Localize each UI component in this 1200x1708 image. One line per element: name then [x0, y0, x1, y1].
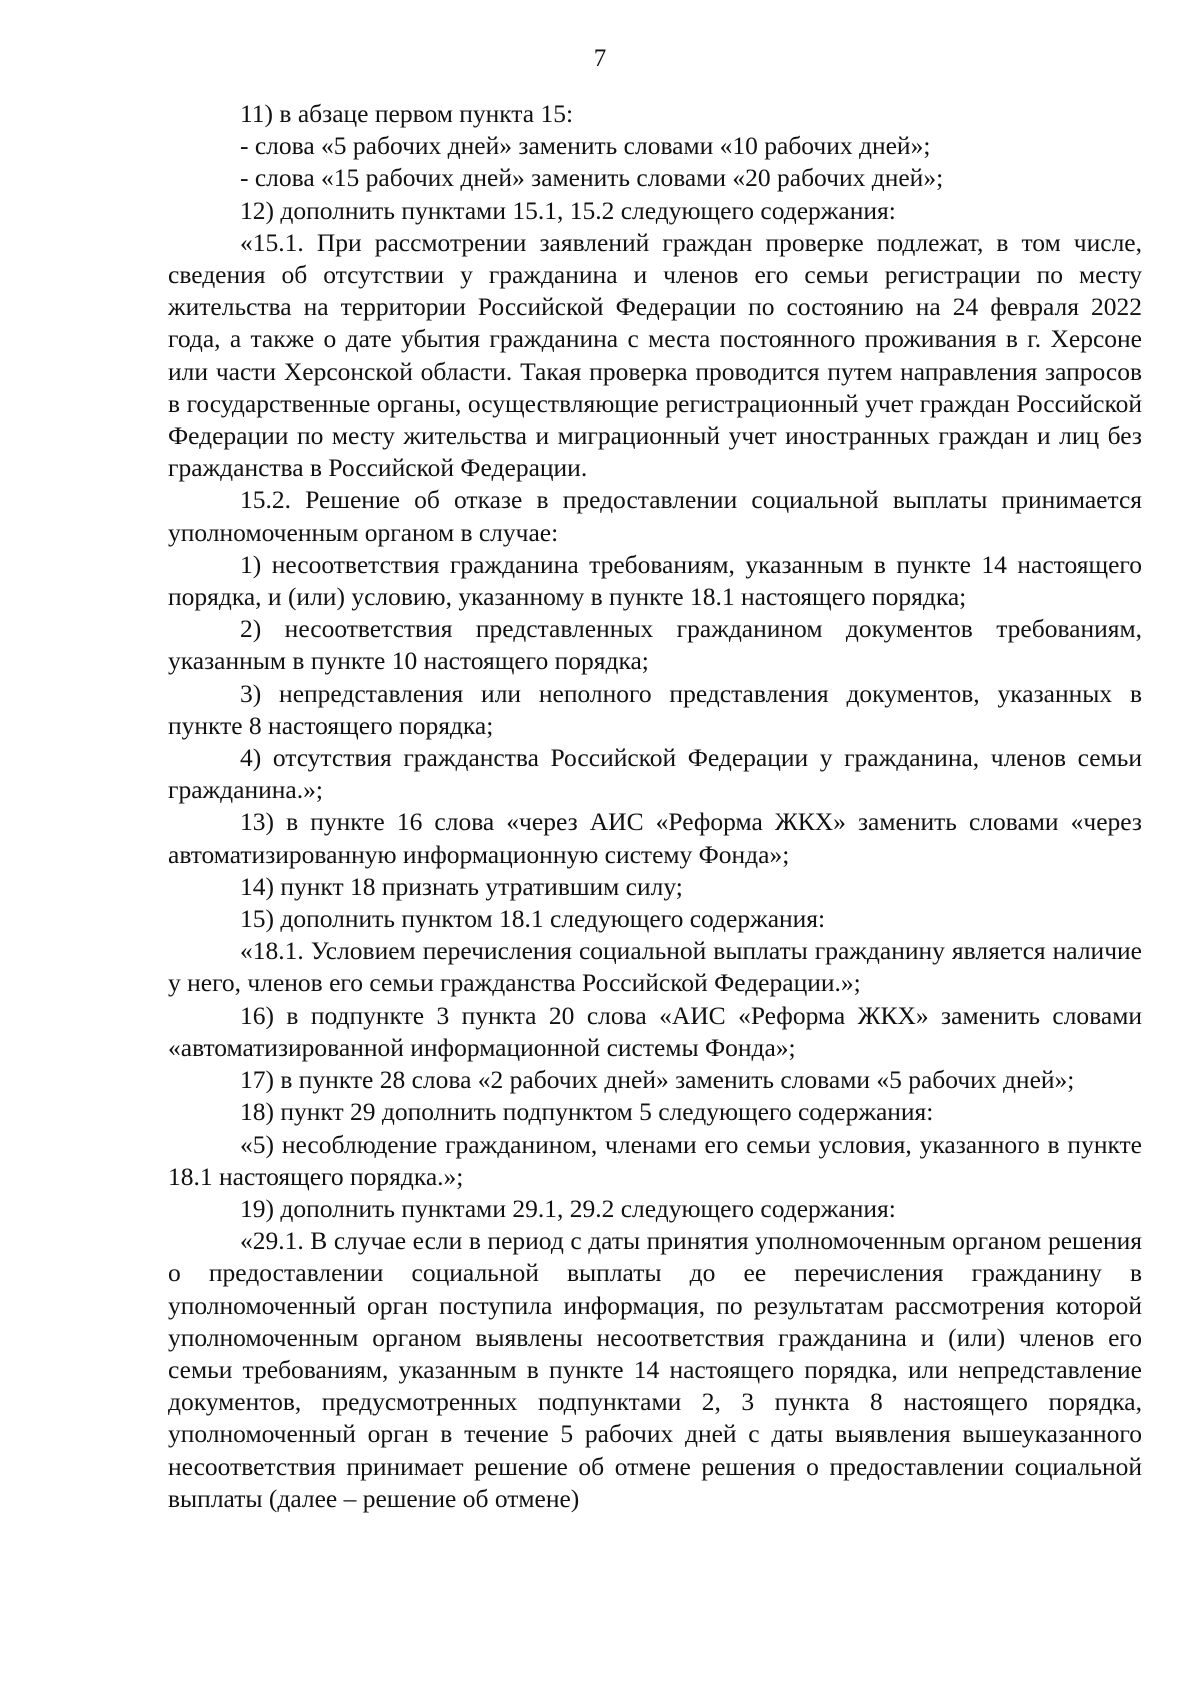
document-body: [168, 98, 1142, 1515]
paragraph-18: 18) пункт 29 дополнить подпунктом 5 следующего содержания:: [240, 1097, 934, 1127]
paragraph-17: 17) в пункте 28 слова «2 рабочих дней» заменить словами «5 рабочих дней»;: [240, 1065, 1075, 1095]
page-number: 7: [593, 45, 607, 72]
clause-15-2-item-3: 3) непредставления или неполного представления документов, указанных в пункте 8 настоящего порядка;: [168, 678, 1142, 740]
clause-15-1: «15.1. При рассмотрении заявлений граждан проверке подлежат, в том числе, сведения об отсутствии у гражданина и членов его семьи регистрации по месту жительства на территории Российской Федерации по состоянию на 24 февраля 2022 года, а также о дате убытия гражданина с места постоянного проживания в г. Херсоне или части Херсонской области. Такая проверка проводится путем направления запросов в государственные органы, осуществляющие регистрационный учет граждан Российской Федерации по месту жительства и миграционный учет иностранных граждан и лиц без гражданства в Российской Федерации.: [168, 227, 1142, 483]
paragraph-14: 14) пункт 18 признать утратившим силу;: [240, 871, 683, 901]
clause-29-1: «29.1. В случае если в период с даты принятия уполномоченным органом решения о предоставлении социальной выплаты до ее перечисления гражданину в уполномоченный орган поступила информация, по результатам рассмотрения которой уполномоченным органом выявлены несоответствия гражданина и (или) членов его семьи требованиям, указанным в пункте 14 настоящего порядка, или непредставление документов, предусмотренных подпунктами 2, 3 пункта 8 настоящего порядка, уполномоченный орган в течение 5 рабочих дней с даты выявления вышеуказанного несоответствия принимает решение об отмене решения о предоставлении социальной выплаты (далее – решение об отмене): [168, 1226, 1142, 1513]
paragraph-12: 12) дополнить пунктами 15.1, 15.2 следующего содержания:: [240, 195, 896, 225]
paragraph-13: 13) в пункте 16 слова «через АИС «Реформа ЖКХ» заменить словами «через автоматизированную информационную систему Фонда»;: [168, 807, 1142, 869]
clause-29-item-5: «5) несоблюдение гражданином, членами его семьи условия, указанного в пункте 18.1 настоящего порядка.»;: [168, 1129, 1142, 1191]
clause-15-2-item-2: 2) несоответствия представленных гражданином документов требованиям, указанным в пункте 10 настоящего порядка;: [168, 614, 1142, 676]
paragraph-15: 15) дополнить пунктом 18.1 следующего содержания:: [240, 904, 826, 934]
clause-15-2-item-4: 4) отсутствия гражданства Российской Федерации у гражданина, членов семьи гражданина.»;: [168, 743, 1142, 805]
clause-15-2-item-1: 1) несоответствия гражданина требованиям, указанным в пункте 14 настоящего порядка, и (или) условию, указанному в пункте 18.1 настоящего порядка;: [168, 549, 1142, 612]
paragraph-11: 11) в абзаце первом пункта 15:: [240, 99, 574, 128]
paragraph-19: 19) дополнить пунктами 29.1, 29.2 следующего содержания:: [240, 1193, 896, 1223]
paragraph-11-item-1: - слова «5 рабочих дней» заменить словами «10 рабочих дней»;: [240, 131, 931, 161]
paragraph-11-item-2: - слова «15 рабочих дней» заменить словами «20 рабочих дней»;: [240, 163, 944, 193]
clause-18-1: «18.1. Условием перечисления социальной выплаты гражданину является наличие у него, членов его семьи гражданства Российской Федерации.»;: [168, 936, 1142, 998]
paragraph-16: 16) в подпункте 3 пункта 20 слова «АИС «Реформа ЖКХ» заменить словами «автоматизированной информационной системы Фонда»;: [168, 1000, 1142, 1062]
clause-15-2: 15.2. Решение об отказе в предоставлении социальной выплаты принимается уполномоченным органом в случае:: [168, 485, 1142, 547]
